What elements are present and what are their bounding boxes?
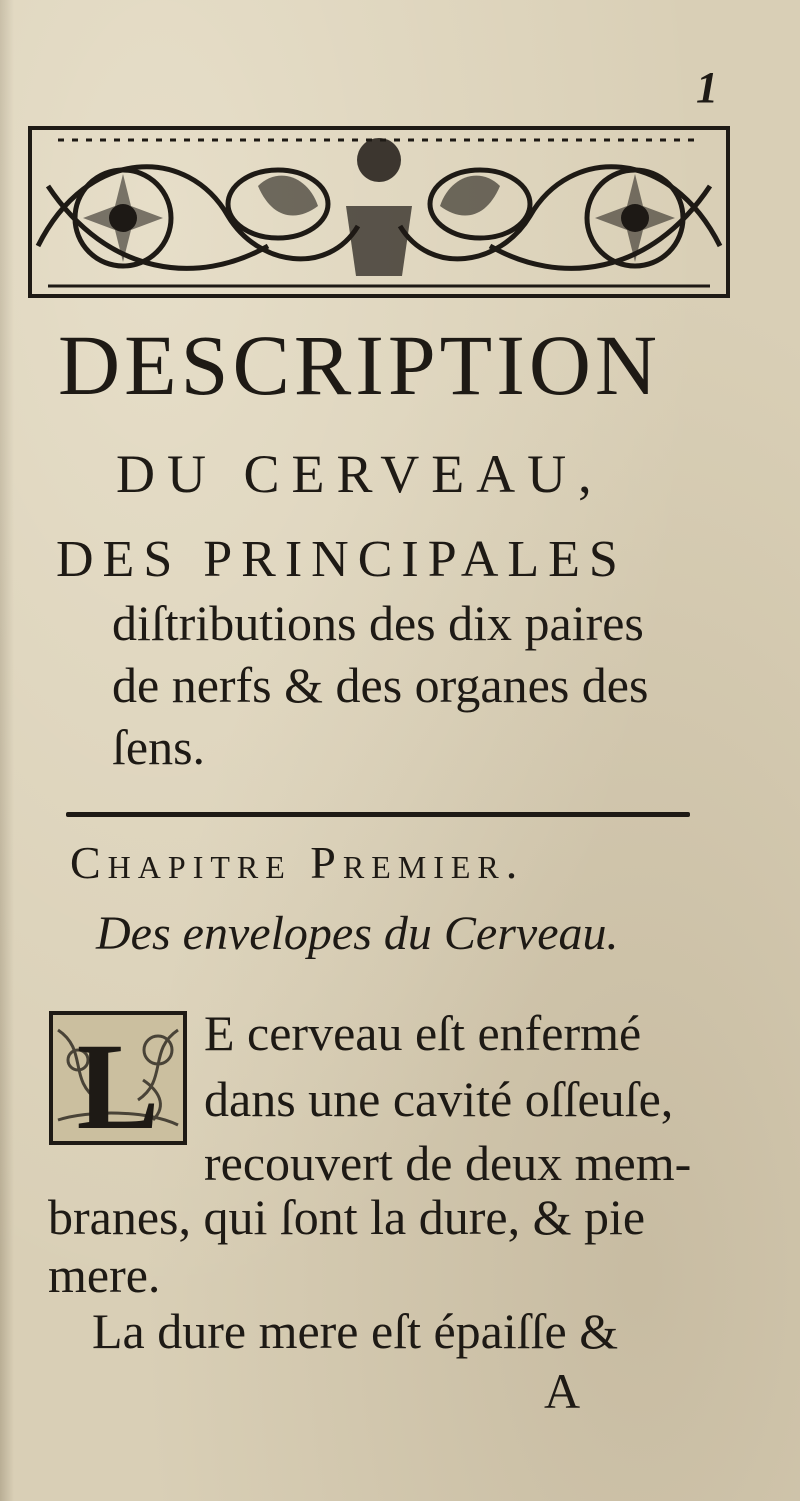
subtitle-line-2: DES PRINCIPALES — [56, 531, 627, 588]
subtitle-body-line: ſens. — [112, 719, 206, 775]
paragraph-line: recouvert de deux mem- — [204, 1135, 692, 1191]
subtitle-line-1: DU CERVEAU, — [116, 444, 604, 504]
page-number: 1 — [696, 63, 718, 112]
paragraph-line: branes, qui ſont la dure, & pie — [48, 1189, 646, 1245]
subtitle-body-line: de nerfs & des organes des — [112, 657, 649, 713]
decorated-initial-icon — [48, 1010, 188, 1146]
floral-headpiece-ornament-icon — [28, 126, 730, 298]
signature-mark: A — [544, 1363, 581, 1419]
drop-cap-letter: L — [76, 1018, 160, 1146]
subtitle-body — [112, 592, 732, 778]
paragraph-line: E cerveau eſt enfermé — [204, 1005, 642, 1061]
horizontal-rule — [66, 812, 690, 817]
paragraph-line: dans une cavité oſſeuſe, — [204, 1071, 674, 1127]
chapter-heading: Chapitre Premier. — [70, 837, 525, 888]
subtitle-body-line: diſtributions des dix paires — [112, 595, 644, 651]
paragraph-line: mere. — [48, 1247, 161, 1303]
title: DESCRIPTION — [58, 317, 662, 413]
paragraph-line: La dure mere eſt épaiſſe & — [92, 1303, 619, 1359]
chapter-subtitle: Des envelopes du Cerveau. — [96, 907, 619, 960]
